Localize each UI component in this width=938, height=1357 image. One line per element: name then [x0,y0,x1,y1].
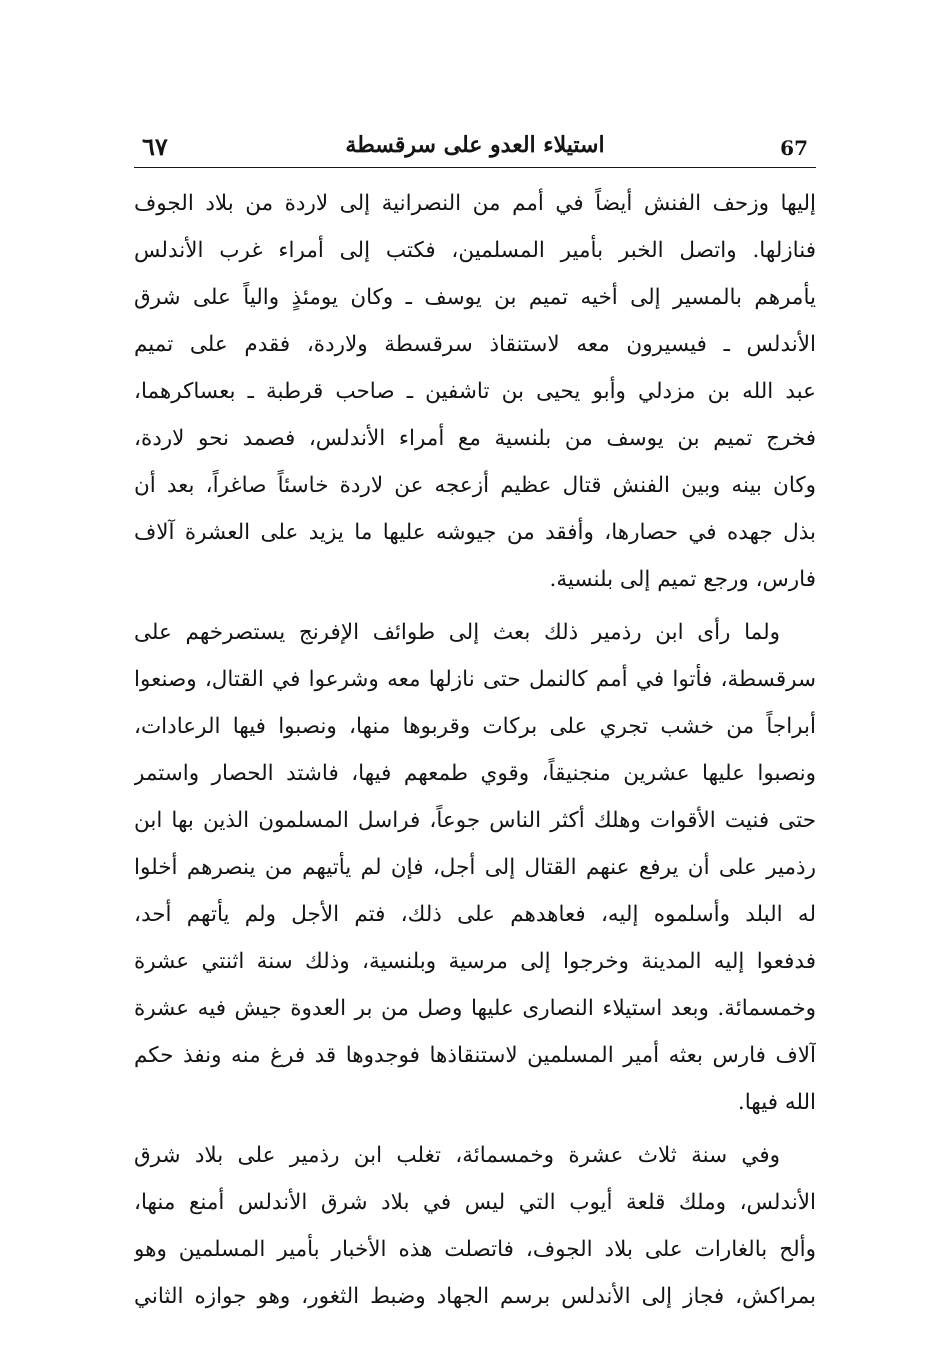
text-line: الأندلس ـ فيسيرون معه لاستنقاذ سرقسطة ولاردة، فقدم على تميم [134,332,816,357]
text-line: فارس، ورجع تميم إلى بلنسية. [549,567,816,592]
text-line: فخرج تميم بن يوسف من بلنسية مع أمراء الأندلس، فصمد نحو لاردة، [134,426,816,451]
text-line: سرقسطة، فأتوا في أمم كالنمل حتى نازلها معه وشرعوا في القتال، وصنعوا [134,667,816,692]
text-line: آلاف فارس بعثه أمير المسلمين لاستنقاذها فوجدوها قد فرغ منه ونفذ حكم [134,1043,816,1068]
text-line: وخمسمائة. وبعد استيلاء النصارى عليها وصل من بر العدوة جيش فيه عشرة [134,996,816,1021]
text-line: فدفعوا إليه المدينة وخرجوا إلى مرسية وبلنسية، وذلك سنة اثنتي عشرة [134,949,816,974]
text-line: ولما رأى ابن رذمير ذلك بعث إلى طوائف الإفرنج يستصرخهم على [134,620,780,645]
text-line: إليها وزحف الفنش أيضاً في أمم من النصرانية إلى لاردة من بلاد الجوف [134,191,816,216]
text-line: الله فيها. [737,1090,816,1115]
paragraph-2 [134,609,816,1126]
text-line: فنازلها. واتصل الخبر بأمير المسلمين، فكتب إلى أمراء غرب الأندلس [134,238,816,263]
text-line: رذمير على أن يرفع عنهم القتال إلى أجل، فإن لم يأتيهم من ينصرهم أخلوا [134,855,816,880]
chapter-title: استيلاء العدو على سرقسطة [345,132,605,158]
text-line: أبراجاً من خشب تجري على بركات وقربوها منها، ونصبوا فيها الرعادات، [134,714,816,739]
paragraph-1 [134,180,816,603]
page-number-latin: 67 [780,136,808,160]
header-divider [134,167,816,168]
paragraph-3 [134,1132,816,1320]
page-number-arabic: ٦٧ [142,132,168,161]
text-line: حتى فنيت الأقوات وهلك أكثر الناس جوعاً، فراسل المسلمون الذين بها ابن [134,808,816,833]
text-line: عبد الله بن مزدلي وأبو يحيى بن تاشفين ـ صاحب قرطبة ـ بعساكرهما، [134,379,816,404]
body-text [134,180,816,1320]
text-line: يأمرهم بالمسير إلى أخيه تميم بن يوسف ـ وكان يومئذٍ والياً على شرق [134,285,816,310]
text-line: وفي سنة ثلاث عشرة وخمسمائة، تغلب ابن رذمير على بلاد شرق [134,1143,780,1168]
text-line: ونصبوا عليها عشرين منجنيقاً، وقوي طمعهم فيها، فاشتد الحصار واستمر [134,761,816,786]
text-line: له البلد وأسلموه إليه، فعاهدهم على ذلك، فتم الأجل ولم يأتهم أحد، [134,902,816,927]
running-header [134,128,816,168]
text-line: الأندلس، وملك قلعة أيوب التي ليس في بلاد شرق الأندلس أمنع منها، [134,1190,816,1215]
text-line: بمراكش، فجاز إلى الأندلس برسم الجهاد وضبط الثغور، وهو جوازه الثاني [134,1284,816,1309]
text-line: بذل جهده في حصارها، وأفقد من جيوشه عليها ما يزيد على العشرة آلاف [134,520,816,545]
text-line: وألح بالغارات على بلاد الجوف، فاتصلت هذه الأخبار بأمير المسلمين وهو [134,1237,816,1262]
text-line: وكان بينه وبين الفنش قتال عظيم أزعجه عن لاردة خاسئاً صاغراً، بعد أن [134,473,816,498]
